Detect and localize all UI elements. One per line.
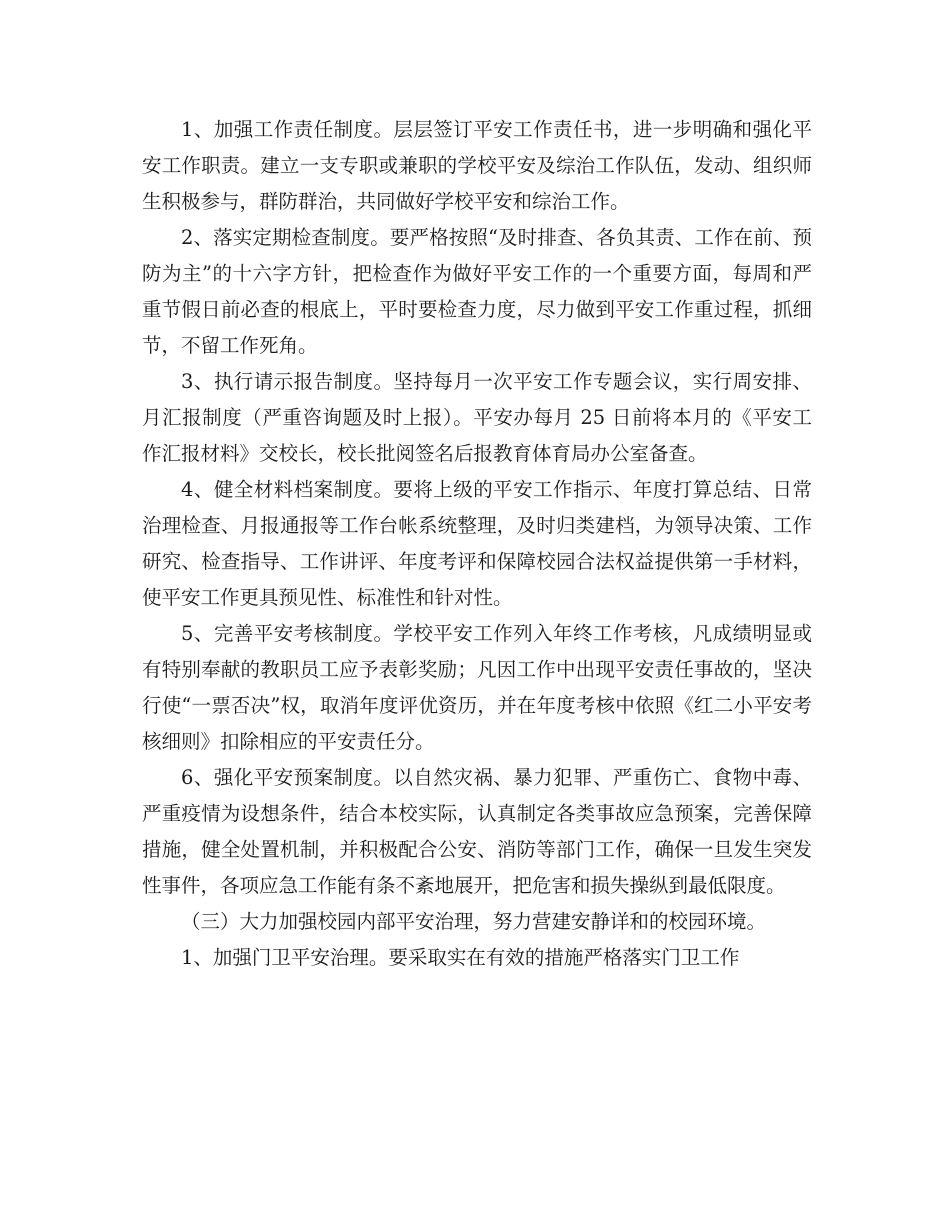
paragraph-emergency-plan: 6、强化平安预案制度。以自然灾祸、暴力犯罪、严重伤亡、食物中毒、严重疫情为设想条件，结合本校实际，认真制定各类事故应急预案，完善保障措施，健全处置机制，并积极配合公安、消防等部门工作，确保一旦发生突发性事件，各项应急工作能有条不紊地展开，把危害和损失操纵到最低限度。 (142, 766, 812, 897)
document-body (142, 112, 812, 976)
section-heading-campus-safety: （三）大力加强校园内部平安治理，努力营建安静详和的校园环境。 (181, 910, 767, 933)
paragraph-assessment-system: 5、完善平安考核制度。学校平安工作列入年终工作考核，凡成绩明显或有特别奉献的教职员工应予表彰奖励；凡因工作中出现平安责任事故的，坚决行使“一票否决”权，取消年度评优资历，并在年度考核中依照《红二小平安考核细则》扣除相应的平安责任分。 (142, 622, 812, 753)
paragraph-gate-safety: 1、加强门卫平安治理。要采取实在有效的措施严格落实门卫工作 (181, 946, 740, 969)
paragraph-work-responsibility: 1、加强工作责任制度。层层签订平安工作责任书，进一步明确和强化平安工作职责。建立一支专职或兼职的学校平安及综治工作队伍，发动、组织师生积极参与，群防群治，共同做好学校平安和综治工作。 (142, 118, 812, 213)
paragraph-regular-inspection: 2、落实定期检查制度。要严格按照“及时排查、各负其责、工作在前、预防为主”的十六字方针，把检查作为做好平安工作的一个重要方面，每周和严重节假日前必查的根底上，平时要检查力度，尽力做到平安工作重过程，抓细节，不留工作死角。 (142, 226, 812, 357)
paragraph-reporting-system: 3、执行请示报告制度。坚持每月一次平安工作专题会议，实行周安排、月汇报制度（严重咨询题及时上报）。平安办每月 25 日前将本月的《平安工作汇报材料》交校长，校长批阅签名后报教育体育局办公室备查。 (142, 370, 812, 465)
paragraph-archive-system: 4、健全材料档案制度。要将上级的平安工作指示、年度打算总结、日常治理检查、月报通报等工作台帐系统整理，及时归类建档，为领导决策、工作研究、检查指导、工作讲评、年度考评和保障校园合法权益提供第一手材料，使平安工作更具预见性、标准性和针对性。 (142, 478, 812, 609)
